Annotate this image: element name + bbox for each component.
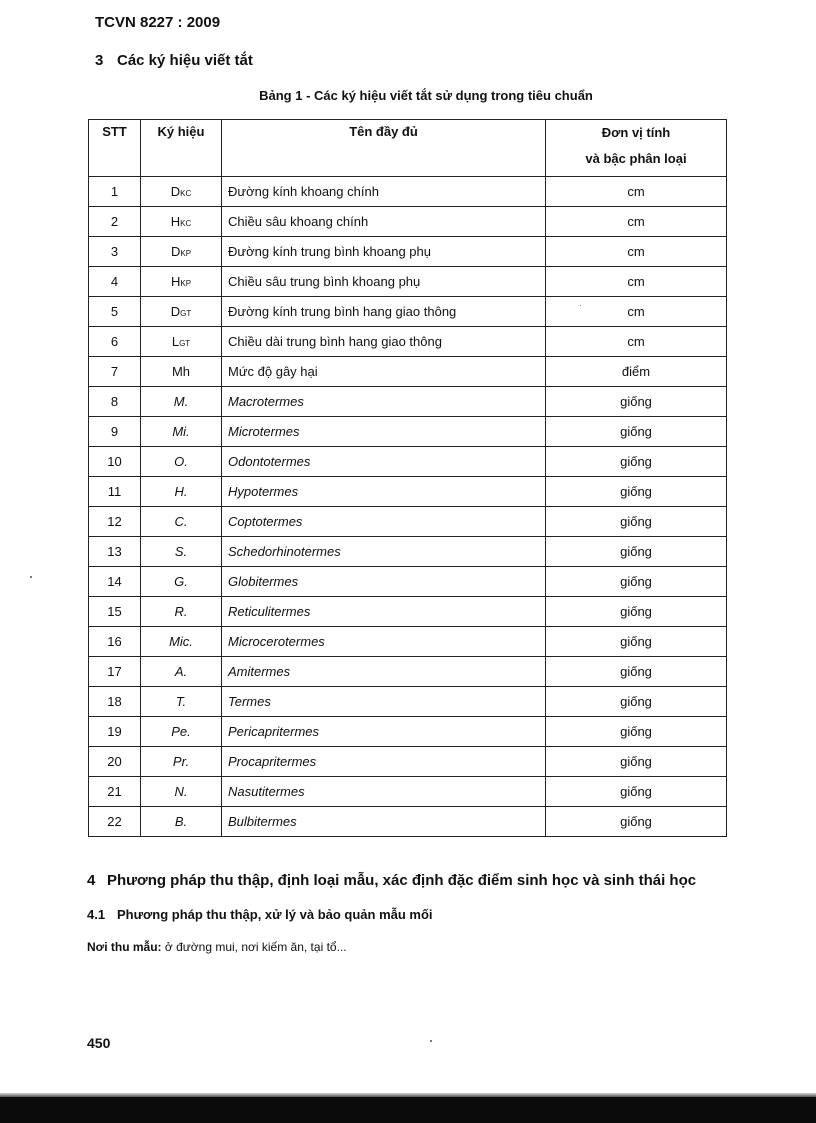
row-unit: cm bbox=[546, 177, 727, 207]
row-unit: giống bbox=[546, 747, 727, 777]
row-symbol bbox=[141, 507, 222, 537]
row-unit: giống bbox=[546, 717, 727, 747]
collection-paragraph bbox=[87, 940, 347, 954]
symbol-main: M. bbox=[173, 394, 189, 409]
row-full-name: Microtermes bbox=[222, 417, 546, 447]
symbol-subscript: KC bbox=[180, 219, 192, 228]
header-unit bbox=[546, 120, 727, 177]
table-row bbox=[89, 567, 727, 597]
section-4-title: Phương pháp thu thập, định loại mẫu, xác định đặc điểm sinh học và sinh thái học bbox=[107, 872, 697, 889]
row-full-name: Mức độ gây hại bbox=[222, 357, 546, 387]
symbol-main: L bbox=[171, 334, 180, 349]
table-caption: Bảng 1 - Các ký hiệu viết tắt sử dụng trong tiêu chuẩn bbox=[259, 88, 593, 103]
row-full-name: Chiều dài trung bình hang giao thông bbox=[222, 327, 546, 357]
table-header-row bbox=[89, 120, 727, 177]
row-unit: giống bbox=[546, 597, 727, 627]
row-unit: giống bbox=[546, 807, 727, 837]
table-row bbox=[89, 507, 727, 537]
row-unit: giống bbox=[546, 627, 727, 657]
row-full-name: Chiều sâu trung bình khoang phụ bbox=[222, 267, 546, 297]
section-4-heading bbox=[87, 872, 696, 889]
symbol-main: T. bbox=[175, 694, 187, 709]
section-3-heading bbox=[95, 52, 253, 69]
collection-text: ở đường mui, nơi kiếm ăn, tại tổ... bbox=[161, 940, 347, 954]
collection-label: Nơi thu mẫu: bbox=[87, 940, 162, 954]
row-full-name: Amitermes bbox=[222, 657, 546, 687]
symbol-main: H bbox=[170, 214, 181, 229]
row-full-name: Termes bbox=[222, 687, 546, 717]
header-stt: STT bbox=[89, 120, 141, 177]
row-stt: 3 bbox=[89, 237, 141, 267]
row-stt: 11 bbox=[89, 477, 141, 507]
row-unit: cm bbox=[546, 297, 727, 327]
symbol-main: Mh bbox=[171, 364, 191, 379]
row-stt: 22 bbox=[89, 807, 141, 837]
section-4-1-title: Phương pháp thu thập, xử lý và bảo quản mẫu mối bbox=[117, 907, 433, 922]
symbol-main: O. bbox=[174, 454, 188, 469]
table-row bbox=[89, 777, 727, 807]
row-symbol bbox=[141, 477, 222, 507]
row-full-name: Reticulitermes bbox=[222, 597, 546, 627]
header-full-name: Tên đầy đủ bbox=[222, 120, 546, 177]
row-full-name: Microcerotermes bbox=[222, 627, 546, 657]
row-symbol bbox=[141, 417, 222, 447]
row-stt: 13 bbox=[89, 537, 141, 567]
row-symbol bbox=[141, 297, 222, 327]
symbol-main: B. bbox=[174, 814, 188, 829]
row-full-name: Đường kính khoang chính bbox=[222, 177, 546, 207]
symbol-main: S. bbox=[174, 544, 188, 559]
row-symbol bbox=[141, 237, 222, 267]
row-stt: 18 bbox=[89, 687, 141, 717]
row-stt: 2 bbox=[89, 207, 141, 237]
row-full-name: Bulbitermes bbox=[222, 807, 546, 837]
row-unit: cm bbox=[546, 207, 727, 237]
table-row bbox=[89, 297, 727, 327]
table-row bbox=[89, 207, 727, 237]
abbreviation-table bbox=[88, 119, 727, 837]
row-stt: 7 bbox=[89, 357, 141, 387]
row-unit: giống bbox=[546, 657, 727, 687]
symbol-main: D bbox=[170, 244, 181, 259]
row-symbol bbox=[141, 327, 222, 357]
row-stt: 4 bbox=[89, 267, 141, 297]
row-stt: 21 bbox=[89, 777, 141, 807]
row-stt: 1 bbox=[89, 177, 141, 207]
table-row bbox=[89, 597, 727, 627]
row-full-name: Globitermes bbox=[222, 567, 546, 597]
row-symbol bbox=[141, 777, 222, 807]
symbol-main: Pe. bbox=[171, 724, 191, 739]
row-symbol bbox=[141, 657, 222, 687]
row-stt: 17 bbox=[89, 657, 141, 687]
table-row bbox=[89, 447, 727, 477]
row-stt: 6 bbox=[89, 327, 141, 357]
row-stt: 19 bbox=[89, 717, 141, 747]
symbol-main: R. bbox=[174, 604, 188, 619]
scan-speck bbox=[430, 1040, 432, 1042]
row-symbol bbox=[141, 627, 222, 657]
table-row bbox=[89, 717, 727, 747]
scan-speck bbox=[30, 576, 32, 578]
row-symbol bbox=[141, 717, 222, 747]
row-unit: cm bbox=[546, 237, 727, 267]
table-body bbox=[89, 177, 727, 837]
symbol-subscript: KP bbox=[180, 279, 192, 288]
row-unit: giống bbox=[546, 507, 727, 537]
row-unit: giống bbox=[546, 387, 727, 417]
header-unit-line1: Đơn vị tính bbox=[601, 125, 671, 140]
row-stt: 5 bbox=[89, 297, 141, 327]
row-stt: 15 bbox=[89, 597, 141, 627]
row-stt: 9 bbox=[89, 417, 141, 447]
table-row bbox=[89, 357, 727, 387]
row-symbol bbox=[141, 807, 222, 837]
symbol-main: H. bbox=[174, 484, 188, 499]
row-full-name: Pericapritermes bbox=[222, 717, 546, 747]
row-full-name: Odontotermes bbox=[222, 447, 546, 477]
symbol-main: Pr. bbox=[172, 754, 190, 769]
scan-border-bar bbox=[0, 1097, 816, 1123]
section-4-number: 4 bbox=[87, 872, 96, 889]
table-row bbox=[89, 267, 727, 297]
symbol-main: A. bbox=[174, 664, 188, 679]
row-full-name: Macrotermes bbox=[222, 387, 546, 417]
symbol-subscript: GT bbox=[180, 309, 192, 318]
row-symbol bbox=[141, 447, 222, 477]
section-4-1-heading bbox=[87, 907, 433, 922]
row-unit: giống bbox=[546, 687, 727, 717]
symbol-main: D bbox=[170, 304, 181, 319]
row-symbol bbox=[141, 567, 222, 597]
row-full-name: Schedorhinotermes bbox=[222, 537, 546, 567]
row-stt: 20 bbox=[89, 747, 141, 777]
row-full-name: Đường kính trung bình hang giao thông bbox=[222, 297, 546, 327]
table-row bbox=[89, 327, 727, 357]
row-symbol bbox=[141, 747, 222, 777]
table-row bbox=[89, 687, 727, 717]
row-full-name: Coptotermes bbox=[222, 507, 546, 537]
row-stt: 12 bbox=[89, 507, 141, 537]
table-row bbox=[89, 237, 727, 267]
symbol-main: N. bbox=[174, 784, 188, 799]
table-row bbox=[89, 477, 727, 507]
row-unit: giống bbox=[546, 477, 727, 507]
row-unit: cm bbox=[546, 327, 727, 357]
symbol-main: G. bbox=[174, 574, 188, 589]
symbol-subscript: KC bbox=[180, 189, 192, 198]
header-unit-line2: và bậc phân loại bbox=[585, 151, 687, 166]
section-3-number: 3 bbox=[95, 52, 104, 69]
row-symbol bbox=[141, 387, 222, 417]
header-symbol: Ký hiệu bbox=[141, 120, 222, 177]
table-row bbox=[89, 177, 727, 207]
scan-speck bbox=[580, 305, 581, 306]
row-stt: 8 bbox=[89, 387, 141, 417]
row-full-name: Hypotermes bbox=[222, 477, 546, 507]
table-row bbox=[89, 537, 727, 567]
table-row bbox=[89, 417, 727, 447]
symbol-main: C. bbox=[174, 514, 188, 529]
row-symbol bbox=[141, 207, 222, 237]
row-stt: 16 bbox=[89, 627, 141, 657]
row-unit: giống bbox=[546, 417, 727, 447]
symbol-main: Mi. bbox=[172, 424, 190, 439]
page-number: 450 bbox=[87, 1035, 111, 1051]
row-symbol bbox=[141, 687, 222, 717]
row-stt: 10 bbox=[89, 447, 141, 477]
row-symbol bbox=[141, 267, 222, 297]
row-full-name: Đường kính trung bình khoang phụ bbox=[222, 237, 546, 267]
table-row bbox=[89, 627, 727, 657]
symbol-main: H bbox=[170, 274, 181, 289]
table-row bbox=[89, 807, 727, 837]
symbol-main: D bbox=[170, 184, 181, 199]
section-3-title: Các ký hiệu viết tắt bbox=[117, 52, 253, 69]
row-symbol bbox=[141, 177, 222, 207]
standard-code-header: TCVN 8227 : 2009 bbox=[95, 14, 221, 31]
row-unit: giống bbox=[546, 567, 727, 597]
row-unit: điểm bbox=[546, 357, 727, 387]
row-full-name: Procapritermes bbox=[222, 747, 546, 777]
symbol-subscript: KP bbox=[180, 249, 192, 258]
table-row bbox=[89, 387, 727, 417]
section-4-1-number: 4.1 bbox=[87, 907, 106, 922]
row-unit: cm bbox=[546, 267, 727, 297]
table-row bbox=[89, 747, 727, 777]
row-symbol bbox=[141, 357, 222, 387]
row-unit: giống bbox=[546, 537, 727, 567]
row-unit: giống bbox=[546, 777, 727, 807]
symbol-main: Mic. bbox=[169, 634, 193, 649]
table-row bbox=[89, 657, 727, 687]
row-symbol bbox=[141, 537, 222, 567]
row-symbol bbox=[141, 597, 222, 627]
symbol-subscript: GT bbox=[179, 339, 191, 348]
row-unit: giống bbox=[546, 447, 727, 477]
row-full-name: Nasutitermes bbox=[222, 777, 546, 807]
row-stt: 14 bbox=[89, 567, 141, 597]
row-full-name: Chiều sâu khoang chính bbox=[222, 207, 546, 237]
